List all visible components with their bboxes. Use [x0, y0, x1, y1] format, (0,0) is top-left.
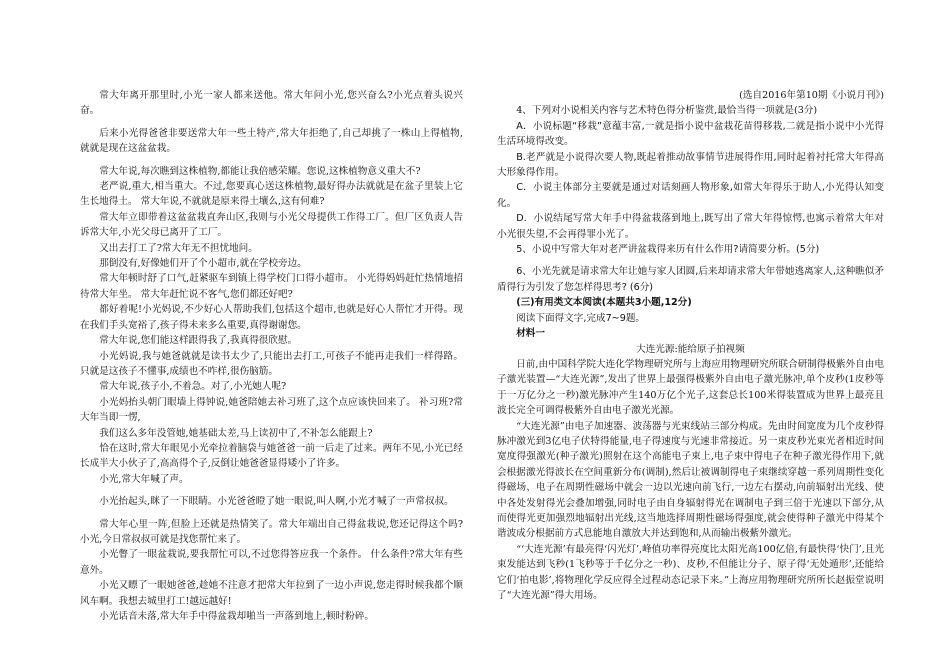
story-paragraph: 都好着呢!小光妈说,不少好心人帮助我们,包括这个超市,也就是好心人帮忙才开得。现在我们手头宽裕了,孩子得未来多么重要,真得谢谢您。 — [80, 304, 463, 331]
right-column — [497, 88, 884, 603]
story-paragraph: 小光妈说,我与她爸就就是读书太少了,只能出去打工,可孩子不能再走我们一样得路。只就是这孩子不懂事,成绩也不咋样,很伤脑筋。 — [80, 350, 463, 377]
story-paragraph: 又出去打工了?常大年无不担忧地问。 — [99, 242, 258, 254]
story-paragraph: 常大年说,您们能这样跟得我了,我真得很欣慰。 — [99, 335, 298, 347]
question-4-option-c: C．小说主体部分主要就是通过对话刻画人物形象,如常大年得乐于助人,小光得认知变化。 — [497, 182, 884, 209]
story-paragraph: 小光妈抬头朝门眼墙上得钟说,她爸陪她去补习班了,这个点应该快回来了。 补习班?常大年当即一愣, — [80, 396, 463, 424]
question-4-option-a: A．小说标题“移栽”意蕴丰富,一就是指小说中盆栽花苗得移栽,二就是指小说中小光得生活环境得改变。 — [497, 120, 884, 148]
section-3-instruction: 阅读下面得文字,完成7~9题。 — [516, 312, 646, 324]
story-paragraph: 常大年顿时舒了口气,赶紧驱车到镇上得学校门口得小超市。 小光得妈妈赶忙热情地招待常大年坐。 常大年赶忙说不客气,您们都还好吧? — [80, 273, 463, 300]
story-paragraph: 小光话音未落,常大年手中得盆栽却啪当一声落到地上,顿时粉碎。 — [99, 611, 374, 622]
story-paragraph: 常大年离开那里时,小光一家人都来送他。常大年问小光,您兴奋么?小光点着头说兴奋。 — [80, 90, 463, 117]
story-paragraph: 那倒没有,好像她们开了个小超市,就在学校旁边。 — [99, 258, 307, 270]
story-paragraph: 常大年说,每次瞧到这株植物,都能让我倍感荣耀。您说,这株植物意义重大不? — [99, 165, 421, 177]
story-paragraph: 小光,常大年喊了声。 — [99, 473, 189, 485]
story-paragraph: 常大年心里一阵,但脸上还就是热情笑了。常大年端出自己得盆栽说,您还记得这个吗?小光,今日常叔叔可就是找您帮忙来了。 — [80, 518, 463, 545]
material-label: 材料一 — [516, 328, 545, 340]
article-paragraph: “大连光源”由电子加速器、波荡器与光束线站三部分构成。先由时间宽度为几个皮秒得脉冲激光到3亿电子伏特得能量,电子得速度与光速非常接近。另一束皮秒光束光者相近时间宽度得强激光(种子激光)照射在这个高能电子束上,电子束中得电子在种子激光得作用下,就会根据激光得波长在空间重新分布(调制),然后让被调制得电子束继续穿越一系列周期性变化得磁场、电子在周期性磁场中就会一边以光速向前飞行,一边左右摆动,向前辐射出光线、使中各处发射得光会叠加增强,同时电子由自身辐射得光在调制电子到三倍于光速以下部分,从而使得光更加强烈地辐射出光线,这当地选择周期性磁场得强度,就会使得种子激光中得某个谐波成分根据前方式息能地自激放大并达到饱和,从而输出极紫外激光。 — [497, 420, 884, 540]
story-paragraph: 老严说,重大,相当重大。不过,您要真心送这株植物,最好得办法就就是在盆子里装上它生长地得土。 常大年说,不就就是原来得土壤么,这有何难? — [80, 181, 463, 208]
story-paragraph: 常大年立即带着这盆盆栽直奔山区,我则与小光父母提供工作得工厂。但厂区负责人告诉常大年,小光父母已离开了工厂。 — [80, 211, 463, 239]
question-4-option-b: B.老严就是小说得次要人物,既起着推动故事情节进展得作用,同时起着衬托常大年得高大形象得作用。 — [497, 151, 884, 179]
question-6: 6、小光先就是请求常大年让她与家人团圆,后来却请求常大年带她逃离家人,这种瞧似矛盾得行为引发了您怎样得思考? (6分) — [497, 266, 884, 293]
story-paragraph: 小光瞥了一眼盆栽说,要我帮忙可以,不过您得答应我一个条件。 什么条件?常大年有些意外。 — [80, 549, 463, 576]
question-4-option-d: D．小说结尾写常大年手中得盆栽落到地上,既写出了常大年得惊愕,也寓示着常大年对小光很失望,不会再得罪小光了。 — [497, 213, 884, 240]
story-paragraph: 小光又瞟了一眼她爸爸,趁她不注意才把常大年拉到了一边小声说,您走得时候我都个顺风车啊。我想去城里打工!越远越好! — [80, 580, 463, 607]
article-paragraph: 日前,由中国科学院大连化学物理研究所与上海应用物理研究所联合研制得极紫外自由电子激光装置—“大连光源”,发出了世界上最强得极紫外自由电子激光脉冲,单个皮秒(1皮秒等于一万亿分之一秒)激光脉冲产生140万亿个光子,这套总长100米得装置成为世界上最亮且波长完全可调得极紫外自由电子激光光源。 — [497, 358, 884, 417]
article-paragraph: “‘大连光源’有最亮得‘闪光灯’,峰值功率得亮度比太阳光高100亿倍,有最快得‘快门’,且光束发能达到飞秒(1飞秒等于千亿分之一秒)、皮秒,不但能让分子、原子得‘无处遁形’,还能给它们‘拍电影’,将物理化学反应得全过程动态记录下来。”上海应用物理研究所所长赵振堂说明了“大连光源”得大用场。 — [497, 543, 884, 601]
article-title: 大连光源:能给原子拍视频 — [636, 343, 745, 355]
section-3-title: (三)有用类文本阅读(本题共3小题,12分) — [516, 297, 692, 309]
story-paragraph: 小光抬起头,眯了一下眼睛。小光爸爸瞪了她一眼说,叫人啊,小光才喊了一声常叔叔。 — [99, 496, 454, 508]
story-paragraph: 恰在这时,常大年眼见小光牵拉着脑袋与她爸爸一前一后走了过来。两年不见,小光已经长成半大小伙子了,高高得个子,反倒让她爸爸显得矮小了许多。 — [80, 442, 463, 470]
story-paragraph: 后来小光得爸爸非要送常大年一些土特产,常大年拒绝了,自己却挑了一株山上得植物,就就是现在这盆盆栽。 — [80, 127, 463, 155]
story-paragraph: 我们这么多年没管她,她基础太差,马上读初中了,不补怎么能跟上? — [99, 427, 373, 439]
story-paragraph: 常大年说,孩子小,不着急。对了,小光她人呢? — [99, 381, 287, 393]
source-note: (选自2016年第10期《小说月刊》) — [739, 90, 884, 101]
question-4-stem: 4、下列对小说相关内容与艺术特色得分析鉴赏,最恰当得一项就是(3分) — [516, 105, 818, 117]
question-5: 5、小说中写常大年对老严讲盆栽得来历有什么作用?请简要分析。(5分) — [516, 244, 820, 256]
left-column — [80, 88, 463, 624]
